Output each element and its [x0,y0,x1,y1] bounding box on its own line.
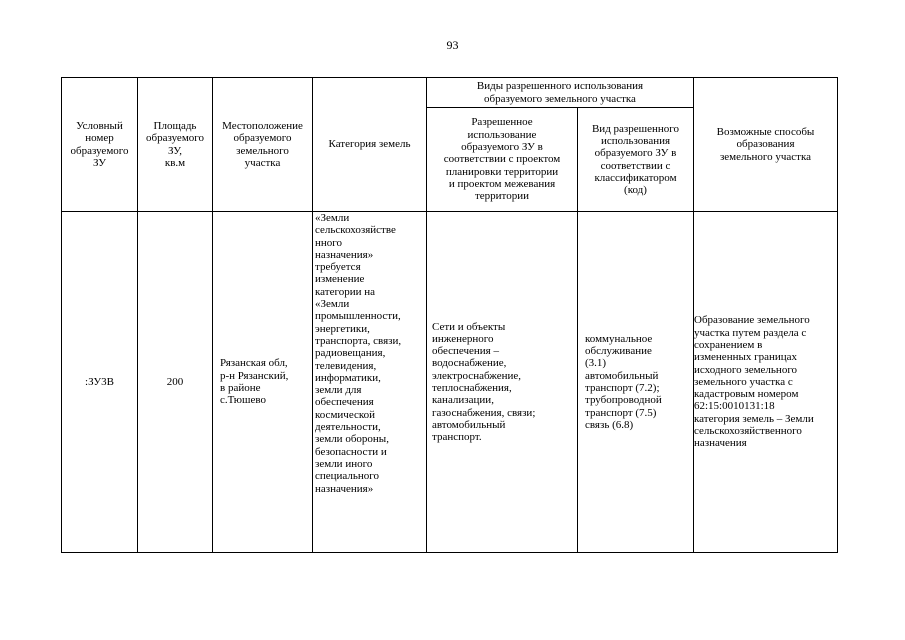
cell-permitted-use-classifier: коммунальное обслуживание (3.1) автомобильный транспорт (7.2); трубопроводной транспорт (7.5) связь (6.8) [578,212,694,553]
header-location: Местоположение образуемого земельного участка [213,78,313,212]
header-permitted-use-project: Разрешенное использование образуемого ЗУ в соответствии с проектом планировки территории и проектом межевания территории [427,108,578,212]
table-row [62,212,838,553]
cell-formation-methods: Образование земельного участка путем раздела с сохранением в измененных границах исходного земельного земельного участка с кадастровым номером 62:15:0010131:18 категория земель – Земли сельскохозяйственного назначения [694,212,838,553]
cell-land-category: «Земли сельскохозяйстве нного назначения» требуется изменение категории на «Земли промышленности, энергетики, транспорта, связи, радиовещания, телевидения, информатики, земли для обеспечения космической деятельности, земли обороны, безопасности и земли иного специального назначения» [313,212,427,553]
header-permitted-use-classifier: Вид разрешенного использования образуемого ЗУ в соответствии с классификатором (код) [578,108,694,212]
page-number: 93 [446,38,459,52]
header-area: Площадь образуемого ЗУ, кв.м [138,78,213,212]
land-plot-table [61,77,838,553]
cell-location: Рязанская обл, р-н Рязанский, в районе с.Тюшево [213,212,313,553]
cell-area: 200 [138,212,213,553]
cell-plot-number: :ЗУ3В [62,212,138,553]
header-plot-number: Условный номер образуемого ЗУ [62,78,138,212]
header-row-1 [62,78,838,108]
header-formation-methods: Возможные способы образования земельного участка [694,78,838,212]
header-permitted-use-group: Виды разрешенного использования образуемого земельного участка [427,78,694,108]
header-land-category: Категория земель [313,78,427,212]
cell-permitted-use-project: Сети и объекты инженерного обеспечения – водоснабжение, электроснабжение, теплоснабжения, канализации, газоснабжения, связи; автомобильный транспорт. [427,212,578,553]
